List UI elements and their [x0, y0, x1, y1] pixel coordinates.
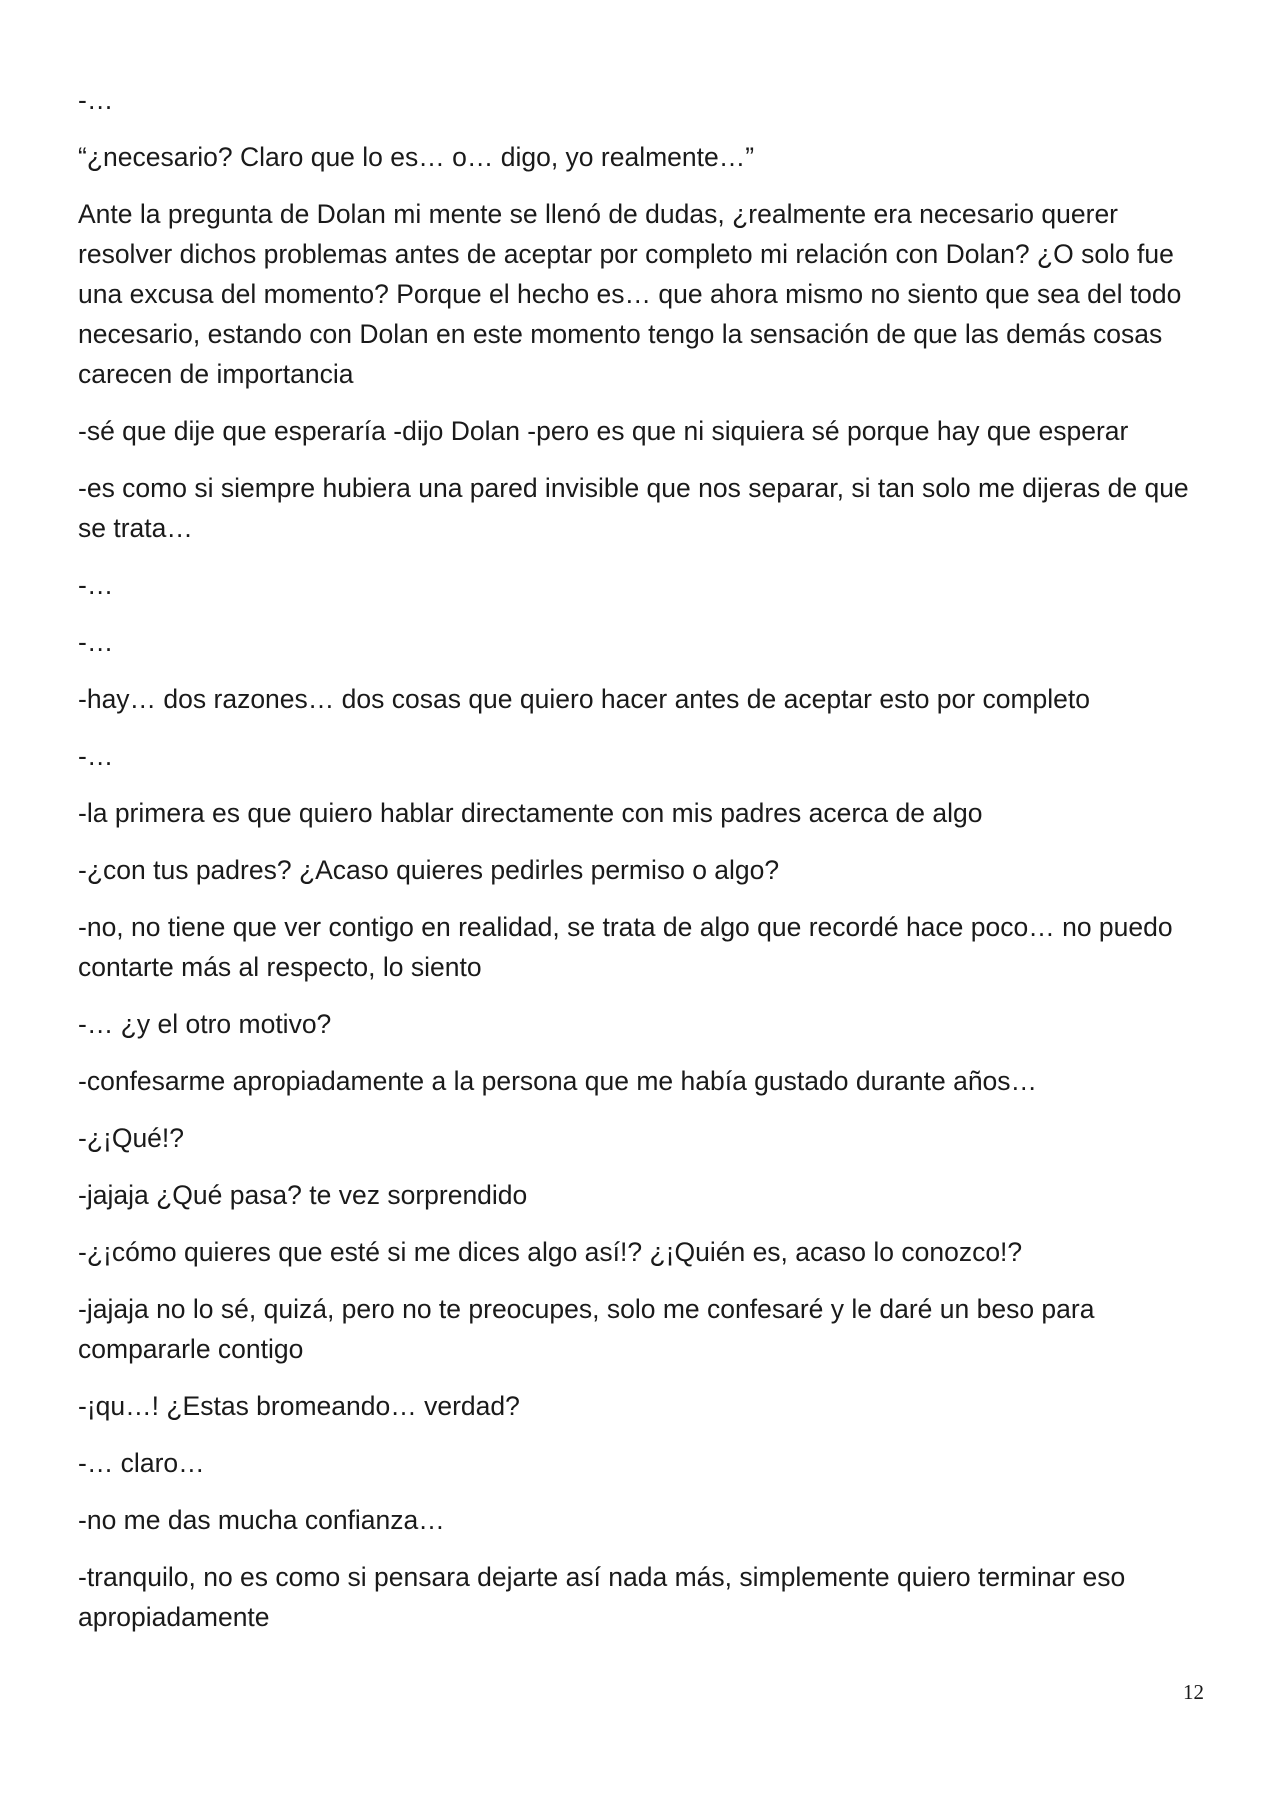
- paragraph: -…: [78, 570, 114, 600]
- body-text: [78, 80, 1203, 1654]
- paragraph: -la primera es que quiero hablar directamente con mis padres acerca de algo: [78, 798, 983, 828]
- paragraph: -¡qu…! ¿Estas bromeando… verdad?: [78, 1391, 520, 1421]
- paragraph: -…: [78, 741, 114, 771]
- paragraph: -hay… dos razones… dos cosas que quiero hacer antes de aceptar esto por completo: [78, 684, 1090, 714]
- page-number: 12: [1183, 1680, 1204, 1704]
- paragraph: -¿¡cómo quieres que esté si me dices algo así!? ¿¡Quién es, acaso lo conozco!?: [78, 1237, 1023, 1267]
- paragraph: -tranquilo, no es como si pensara dejarte así nada más, simplemente quiero terminar eso apropiadamente: [78, 1562, 1126, 1632]
- paragraph: -… claro…: [78, 1448, 205, 1478]
- paragraph: -sé que dije que esperaría -dijo Dolan -pero es que ni siquiera sé porque hay que esperar: [78, 416, 1129, 446]
- paragraph: -jajaja ¿Qué pasa? te vez sorprendido: [78, 1180, 528, 1210]
- paragraph: -es como si siempre hubiera una pared invisible que nos separar, si tan solo me dijeras de que se trata…: [78, 473, 1189, 543]
- paragraph: -…: [78, 627, 114, 657]
- paragraph: -…: [78, 85, 114, 115]
- paragraph: -… ¿y el otro motivo?: [78, 1009, 332, 1039]
- paragraph: -jajaja no lo sé, quizá, pero no te preocupes, solo me confesaré y le daré un beso para compararle contigo: [78, 1294, 1095, 1364]
- paragraph: -no, no tiene que ver contigo en realidad, se trata de algo que recordé hace poco… no puedo contarte más al respecto, lo siento: [78, 912, 1173, 982]
- paragraph: Ante la pregunta de Dolan mi mente se llenó de dudas, ¿realmente era necesario querer resolver dichos problemas antes de aceptar por completo mi relación con Dolan? ¿O solo fue una excusa del momento? Porque el hecho es… que ahora mismo no siento que sea del todo necesario, estando con Dolan en este momento tengo la sensación de que las demás cosas carecen de importancia: [78, 199, 1182, 389]
- paragraph: -¿con tus padres? ¿Acaso quieres pedirles permiso o algo?: [78, 855, 780, 885]
- paragraph: “¿necesario? Claro que lo es… o… digo, yo realmente…”: [78, 142, 755, 172]
- paragraph: -¿¡Qué!?: [78, 1123, 185, 1153]
- paragraph: -confesarme apropiadamente a la persona que me había gustado durante años…: [78, 1066, 1038, 1096]
- paragraph: -no me das mucha confianza…: [78, 1505, 445, 1535]
